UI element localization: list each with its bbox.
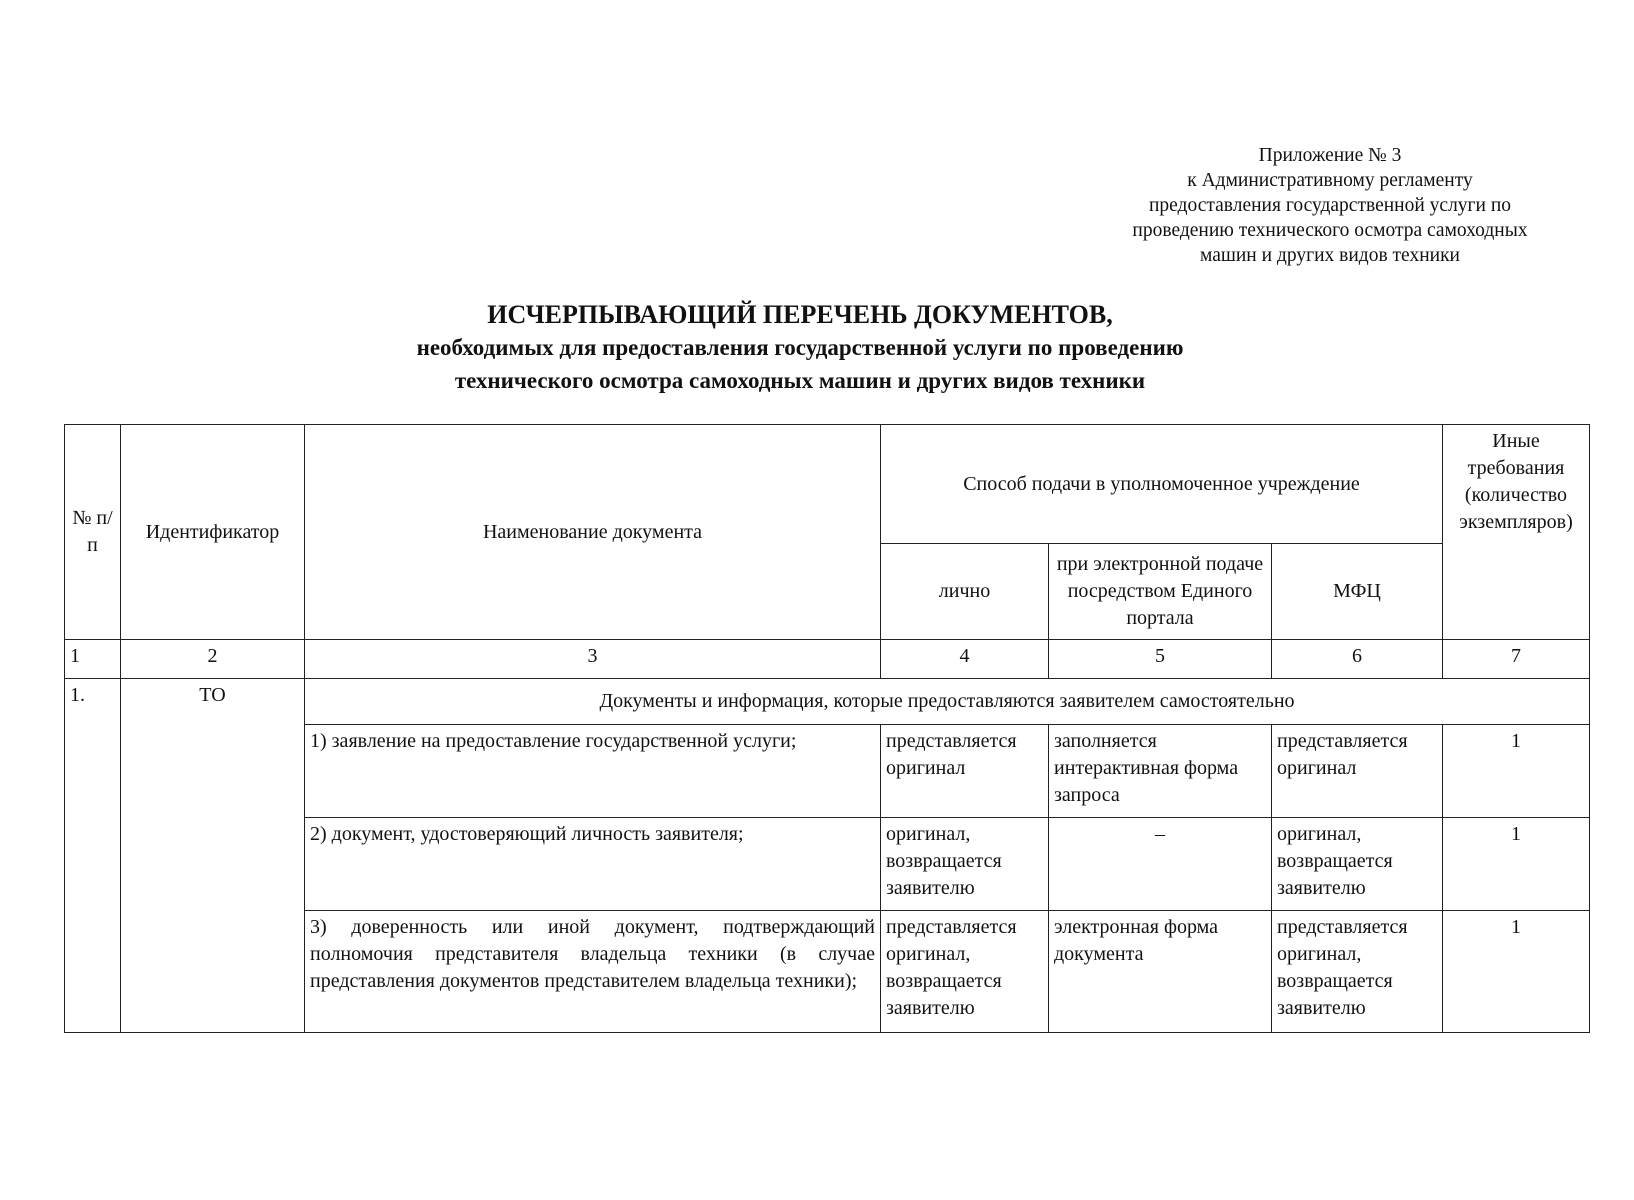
title-line-1: ИСЧЕРПЫВАЮЩИЙ ПЕРЕЧЕНЬ ДОКУМЕНТОВ,	[487, 300, 1113, 329]
personally-cell: представляется оригинал, возвращается заявителю	[881, 911, 1049, 1033]
appendix-line: Приложение № 3	[1258, 145, 1402, 166]
title-line-3: технического осмотра самоходных машин и других видов техники	[454, 368, 1146, 393]
personally-cell: представляется оригинал	[881, 725, 1049, 818]
appendix-line: предоставления государственной услуги по	[1148, 195, 1512, 216]
mfc-cell: представляется оригинал	[1272, 725, 1443, 818]
group-number: 1.	[65, 679, 121, 1033]
document-title	[250, 298, 1350, 397]
doc-name-cell: 2) документ, удостоверяющий личность заявителя;	[305, 818, 881, 911]
title-line-2: необходимых для предоставления государственной услуги по проведению	[416, 335, 1184, 360]
header-doc-name: Наименование документа	[305, 425, 881, 640]
electronic-cell: электронная форма документа	[1049, 911, 1272, 1033]
column-number: 5	[1049, 640, 1272, 679]
personally-cell: оригинал, возвращается заявителю	[881, 818, 1049, 911]
electronic-cell: –	[1049, 818, 1272, 911]
header-identifier: Идентификатор	[121, 425, 305, 640]
appendix-line: проведению технического осмотра самоходных	[1132, 220, 1528, 241]
column-number: 7	[1443, 640, 1590, 679]
group-identifier: ТО	[121, 679, 305, 1033]
doc-name-cell: 3) доверенность или иной документ, подтверждающий полномочия представителя владельца техники (в случае представления документов представителем владельца техники);	[305, 911, 881, 1033]
electronic-cell: заполняется интерактивная форма запроса	[1049, 725, 1272, 818]
header-submission-method: Способ подачи в уполномоченное учреждение	[881, 425, 1443, 544]
documents-table	[64, 424, 1590, 1033]
header-electronic: при электронной подаче посредством Единого портала	[1049, 544, 1272, 640]
count-cell: 1	[1443, 911, 1590, 1033]
mfc-cell: оригинал, возвращается заявителю	[1272, 818, 1443, 911]
doc-name-cell: 1) заявление на предоставление государственной услуги;	[305, 725, 881, 818]
header-other-requirements: Иные требования (количество экземпляров)	[1443, 425, 1590, 640]
column-number: 4	[881, 640, 1049, 679]
count-cell: 1	[1443, 818, 1590, 911]
appendix-line: к Административному регламенту	[1187, 170, 1473, 191]
appendix-header	[1090, 143, 1570, 268]
header-num: № п/п	[65, 425, 121, 640]
appendix-line: машин и других видов техники	[1199, 245, 1460, 266]
section-title: Документы и информация, которые предоставляются заявителем самостоятельно	[305, 679, 1590, 725]
column-number: 6	[1272, 640, 1443, 679]
mfc-cell: представляется оригинал, возвращается заявителю	[1272, 911, 1443, 1033]
header-personally: лично	[881, 544, 1049, 640]
column-number: 1	[65, 640, 121, 679]
header-mfc: МФЦ	[1272, 544, 1443, 640]
count-cell: 1	[1443, 725, 1590, 818]
column-number: 3	[305, 640, 881, 679]
column-numbers-row	[65, 640, 1590, 679]
column-number: 2	[121, 640, 305, 679]
